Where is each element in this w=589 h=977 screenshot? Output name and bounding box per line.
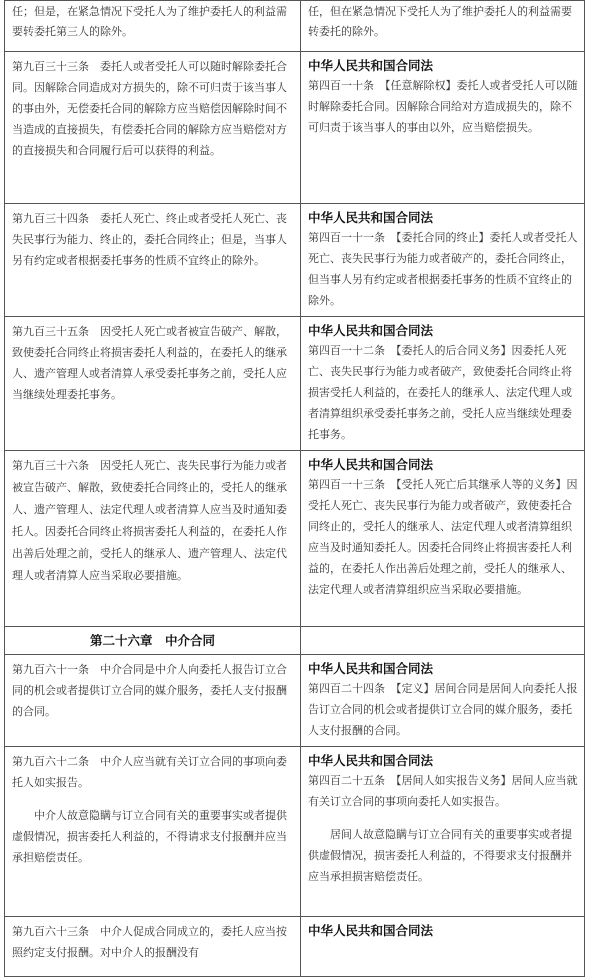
civil-code-text: 第九百三十五条 因受托人死亡或者被宣告破产、解散，致使委托合同终止将损害委托人利益的，在委托人的继承人、遗产管理人或者清算人承受委托事务之前，受托人应当继续处理委托事务。 bbox=[12, 325, 287, 401]
left-cell bbox=[5, 204, 301, 317]
civil-code-text: 第九百六十三条 中介人促成合同成立的，委托人应当按照约定支付报酬。对中介人的报酬没有 bbox=[12, 925, 287, 959]
law-title: 中华人民共和国合同法 bbox=[308, 58, 434, 73]
contract-law-text: 第四百一十一条 【委托合同的终止】委托人或者受托人死亡、丧失民事行为能力或者破产的，委托合同终止，但当事人另有约定或者根据委托事务的性质不宜终止的除外。 bbox=[308, 231, 578, 307]
civil-code-text: 第九百六十一条 中介合同是中介人向委托人报告订立合同的机会或者提供订立合同的媒介服务，委托人支付报酬的合同。 bbox=[12, 663, 287, 718]
table-row bbox=[5, 1, 585, 52]
civil-code-text: 中介人故意隐瞒与订立合同有关的重要事实或者提供虚假情况，损害委托人利益的，不得请求支付报酬并应当承担赔偿责任。 bbox=[12, 809, 287, 864]
law-title: 中华人民共和国合同法 bbox=[308, 457, 434, 472]
right-cell bbox=[301, 204, 585, 317]
left-cell bbox=[5, 655, 301, 747]
civil-code-text: 任；但是，在紧急情况下受托人为了维护委托人的利益需要转委托第三人的除外。 bbox=[12, 5, 287, 38]
table-row bbox=[5, 317, 585, 451]
right-cell bbox=[301, 52, 585, 204]
table-row bbox=[5, 655, 585, 747]
right-cell bbox=[301, 917, 585, 977]
table-row bbox=[5, 747, 585, 917]
table-row bbox=[5, 451, 585, 627]
contract-law-text: 第四百一十二条 【委托人的后合同义务】因委托人死亡、丧失民事行为能力或者破产，致使委托合同终止将损害受托人利益的，在委托人的继承人、法定代理人或者清算组织承受委托事务之前，受托人应当继续处理委托事务。 bbox=[308, 344, 572, 441]
left-cell bbox=[5, 917, 301, 977]
left-cell bbox=[5, 451, 301, 627]
law-title: 中华人民共和国合同法 bbox=[308, 923, 434, 938]
contract-law-text: 第四百一十条 【任意解除权】委托人或者受托人可以随时解除委托合同。因解除合同给对方造成损失的，除不可归责于该当事人的事由以外，应当赔偿损失。 bbox=[308, 79, 578, 134]
right-cell bbox=[301, 747, 585, 917]
right-cell bbox=[301, 317, 585, 451]
law-title: 中华人民共和国合同法 bbox=[308, 210, 434, 225]
law-title: 中华人民共和国合同法 bbox=[308, 753, 434, 768]
civil-code-text: 第九百三十六条 因受托人死亡、丧失民事行为能力或者被宣告破产、解散，致使委托合同终止的，受托人的继承人、遗产管理人、法定代理人或者清算人应当及时通知委托人。因委托合同终止将损害委托人利益的，在委托人作出善后处理之前，受托人的继承人、遗产管理人、法定代理人或者清算人应当采取必要措施。 bbox=[12, 459, 287, 582]
contract-law-text: 第四百一十三条 【受托人死亡后其继承人等的义务】因受托人死亡、丧失民事行为能力或者破产，致使委托合同终止的，受托人的继承人、法定代理人或者清算组织应当及时通知委托人。因委托合同终止将损害委托人利益的，在委托人作出善后处理之前，受托人的继承人、法定代理人或者清算组织应当采取必要措施。 bbox=[308, 478, 578, 596]
comparison-table bbox=[4, 0, 585, 977]
contract-law-text: 第四百二十五条 【居间人如实报告义务】居间人应当就有关订立合同的事项向委托人如实报告。 bbox=[308, 774, 578, 808]
contract-law-text: 居间人故意隐瞒与订立合同有关的重要事实或者提供虚假情况，损害委托人利益的，不得要求支付报酬并应当承担损害赔偿责任。 bbox=[308, 828, 572, 883]
left-cell bbox=[5, 52, 301, 204]
law-title: 中华人民共和国合同法 bbox=[308, 323, 434, 338]
civil-code-text: 第九百三十四条 委托人死亡、终止或者受托人死亡、丧失民事行为能力、终止的，委托合同终止；但是，当事人另有约定或者根据委托事务的性质不宜终止的除外。 bbox=[12, 212, 287, 267]
right-cell bbox=[301, 451, 585, 627]
right-cell bbox=[301, 655, 585, 747]
left-cell bbox=[5, 1, 301, 52]
law-title: 中华人民共和国合同法 bbox=[308, 661, 434, 676]
table-row bbox=[5, 204, 585, 317]
contract-law-text: 第四百二十四条 【定义】居间合同是居间人向委托人报告订立合同的机会或者提供订立合同的媒介服务，委托人支付报酬的合同。 bbox=[308, 682, 578, 737]
right-cell bbox=[301, 1, 585, 52]
civil-code-text: 第九百六十二条 中介人应当就有关订立合同的事项向委托人如实报告。 bbox=[12, 755, 287, 789]
table-row bbox=[5, 52, 585, 204]
contract-law-text: 任，但在紧急情况下受托人为了维护委托人的利益需要转委托的除外。 bbox=[308, 5, 572, 38]
table-row bbox=[5, 917, 585, 977]
chapter-heading: 第二十六章 中介合同 bbox=[5, 627, 301, 655]
left-cell bbox=[5, 747, 301, 917]
left-cell bbox=[5, 317, 301, 451]
empty-cell bbox=[301, 627, 585, 655]
civil-code-text: 第九百三十三条 委托人或者受托人可以随时解除委托合同。因解除合同造成对方损失的，除不可归责于该当事人的事由外，无偿委托合同的解除方应当赔偿因解除时间不当造成的直接损失，有偿委托合同的解除方应当赔偿对方的直接损失和合同履行后可以获得的利益。 bbox=[12, 60, 287, 157]
chapter-row bbox=[5, 627, 585, 655]
